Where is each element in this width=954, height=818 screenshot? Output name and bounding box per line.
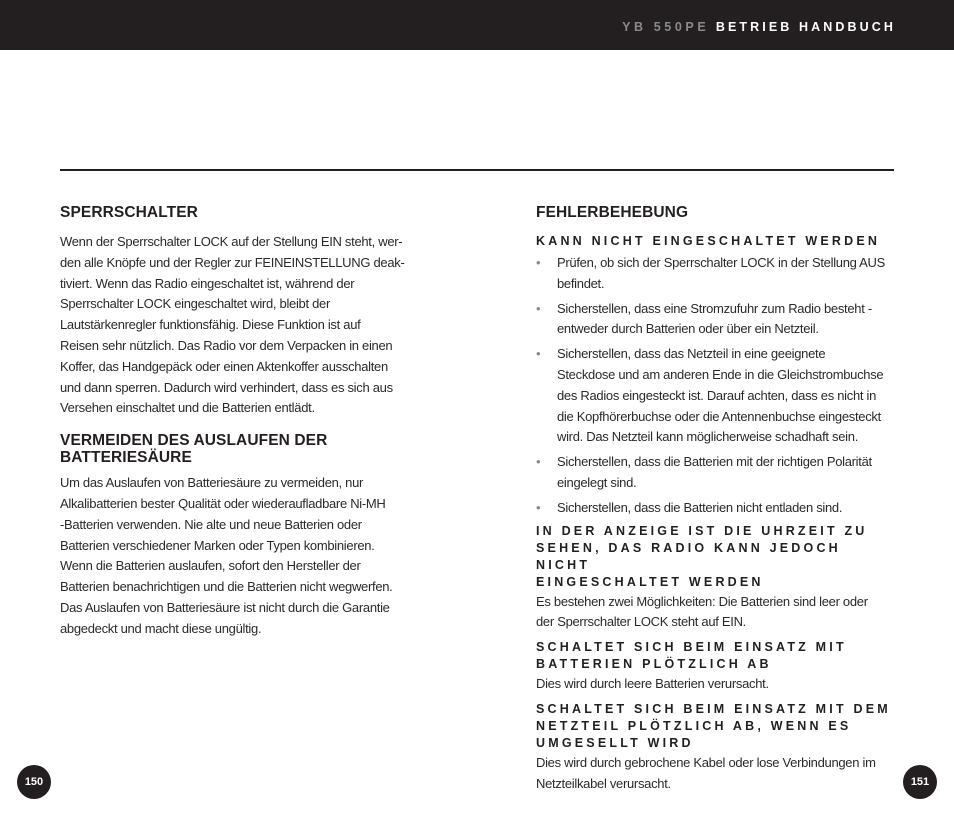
bullet-icon: • [536, 255, 541, 270]
text-line: Lautstärkenregler funktionsfähig. Diese Funktion ist auf [60, 317, 361, 333]
text-line: der Sperrschalter LOCK steht auf EIN. [536, 614, 746, 630]
text-line: Sicherstellen, dass eine Stromzufuhr zum Radio besteht - [557, 300, 872, 316]
text-line: Koffer, das Handgepäck oder einen Aktenkoffer ausschalten [60, 358, 388, 374]
right-column [536, 200, 898, 795]
heading-line: SCHALTET SICH BEIM EINSATZ MIT DEM [536, 701, 891, 716]
text-line: tiviert. Wenn das Radio eingeschaltet ist, während der [60, 275, 355, 291]
text-line: Batterien verschiedener Marken oder Typen kombinieren. [60, 537, 375, 553]
heading-line: BATTERIESÄURE [60, 449, 192, 467]
subheading-battery-shutoff [536, 639, 898, 673]
text-line: Prüfen, ob sich der Sperrschalter LOCK in der Stellung AUS [557, 255, 885, 270]
bullet-list [536, 253, 898, 519]
text-line: Batterien benachrichtigen und die Batterien nicht wegwerfen. [60, 579, 393, 595]
text-line: Reisen sehr nützlich. Das Radio vor dem Verpacken in einen [60, 337, 393, 353]
text-line: Um das Auslaufen von Batteriesäure zu vermeiden, nur [60, 475, 364, 491]
text-line: Es bestehen zwei Möglichkeiten: Die Batterien sind leer oder [536, 593, 868, 609]
section-divider [60, 169, 894, 171]
heading-line: BATTERIEN PLÖTZLICH AB [536, 657, 772, 672]
list-item [536, 299, 898, 341]
bullet-icon: • [536, 346, 541, 362]
heading-line: UMGESELLT WIRD [536, 735, 694, 750]
text-line: Dies wird durch leere Batterien verursacht. [536, 676, 769, 692]
page-number-right: 151 [903, 765, 937, 799]
text-line: Sperrschalter LOCK eingeschaltet wird, bleibt der [60, 296, 330, 312]
troubleshooting-heading: FEHLERBEHEBUNG [536, 204, 689, 221]
subheading-cannot-switch-on: KANN NICHT EINGESCHALTET WERDEN [536, 234, 881, 248]
lock-switch-text [60, 232, 420, 419]
text-line: Sicherstellen, dass das Netzteil in eine geeignete [557, 346, 826, 362]
battery-shutoff-text [536, 674, 898, 695]
text-line: befindet. [557, 275, 605, 291]
text-line: wird. Das Netzteil kann möglicherweise schadhaft sein. [557, 429, 858, 445]
text-line: Netzteilkabel verursacht. [536, 775, 671, 791]
heading-line: SEHEN, DAS RADIO KANN JEDOCH NICHT [536, 540, 841, 572]
battery-leak-text [60, 473, 420, 639]
text-line: Versehen einschaltet und die Batterien entlädt. [60, 400, 315, 416]
lock-switch-heading: SPERRSCHALTER [60, 204, 198, 221]
header-bar [0, 0, 954, 50]
bullet-icon: • [536, 300, 541, 316]
page-number-left: 150 [17, 765, 51, 799]
text-line: und dann sperren. Dadurch wird verhindert, dass es sich aus [60, 379, 393, 395]
adapter-shutoff-text [536, 753, 898, 795]
text-line: Das Auslaufen von Batteriesäure ist nicht durch die Garantie [60, 599, 390, 615]
text-line: des Radios eingesteckt ist. Darauf achten, dass es nicht in [557, 387, 877, 403]
list-item [536, 253, 898, 295]
text-line: abgedeckt und macht diese ungültig. [60, 620, 262, 636]
subheading-adapter-shutoff [536, 701, 898, 752]
manual-title [622, 20, 896, 34]
text-line: den alle Knöpfe und der Regler zur FEINEINSTELLUNG deak- [60, 254, 405, 270]
text-line: Sicherstellen, dass die Batterien mit der richtigen Polarität [557, 454, 872, 470]
text-line: Wenn der Sperrschalter LOCK auf der Stellung EIN steht, wer- [60, 234, 403, 249]
text-line: die Kopfhörerbuchse oder die Antennenbuchse eingesteckt [557, 408, 881, 424]
list-item [536, 452, 898, 494]
text-line: Alkalibatterien bester Qualität oder wiederaufladbare Ni-MH [60, 495, 386, 511]
heading-line: IN DER ANZEIGE IST DIE UHRZEIT ZU [536, 523, 868, 538]
heading-line: VERMEIDEN DES AUSLAUFEN DER [60, 432, 328, 450]
heading-line: NETZTEIL PLÖTZLICH AB, WENN ES [536, 718, 852, 733]
text-line: eingelegt sind. [557, 474, 637, 490]
left-column [60, 200, 420, 640]
text-line: Wenn die Batterien auslaufen, sofort den Hersteller der [60, 558, 361, 574]
list-item [536, 498, 898, 519]
bullet-icon: • [536, 454, 541, 470]
text-line: -Batterien verwenden. Nie alte und neue Batterien oder [60, 516, 362, 532]
text-line: Sicherstellen, dass die Batterien nicht entladen sind. [557, 499, 843, 515]
manual-label: BETRIEB HANDBUCH [715, 20, 896, 34]
battery-leak-heading [60, 432, 420, 466]
model-name: YB 550PE [622, 20, 710, 34]
text-line: entweder durch Batterien oder über ein Netzteil. [557, 321, 819, 337]
text-line: Dies wird durch gebrochene Kabel oder lose Verbindungen im [536, 754, 876, 770]
heading-line: EINGESCHALTET WERDEN [536, 574, 764, 589]
heading-line: SCHALTET SICH BEIM EINSATZ MIT [536, 640, 847, 655]
clock-shown-text [536, 592, 898, 634]
text-line: Steckdose und am anderen Ende in die Gleichstrombuchse [557, 366, 884, 382]
bullet-icon: • [536, 499, 541, 515]
subheading-clock-shown [536, 523, 898, 591]
list-item [536, 344, 898, 448]
